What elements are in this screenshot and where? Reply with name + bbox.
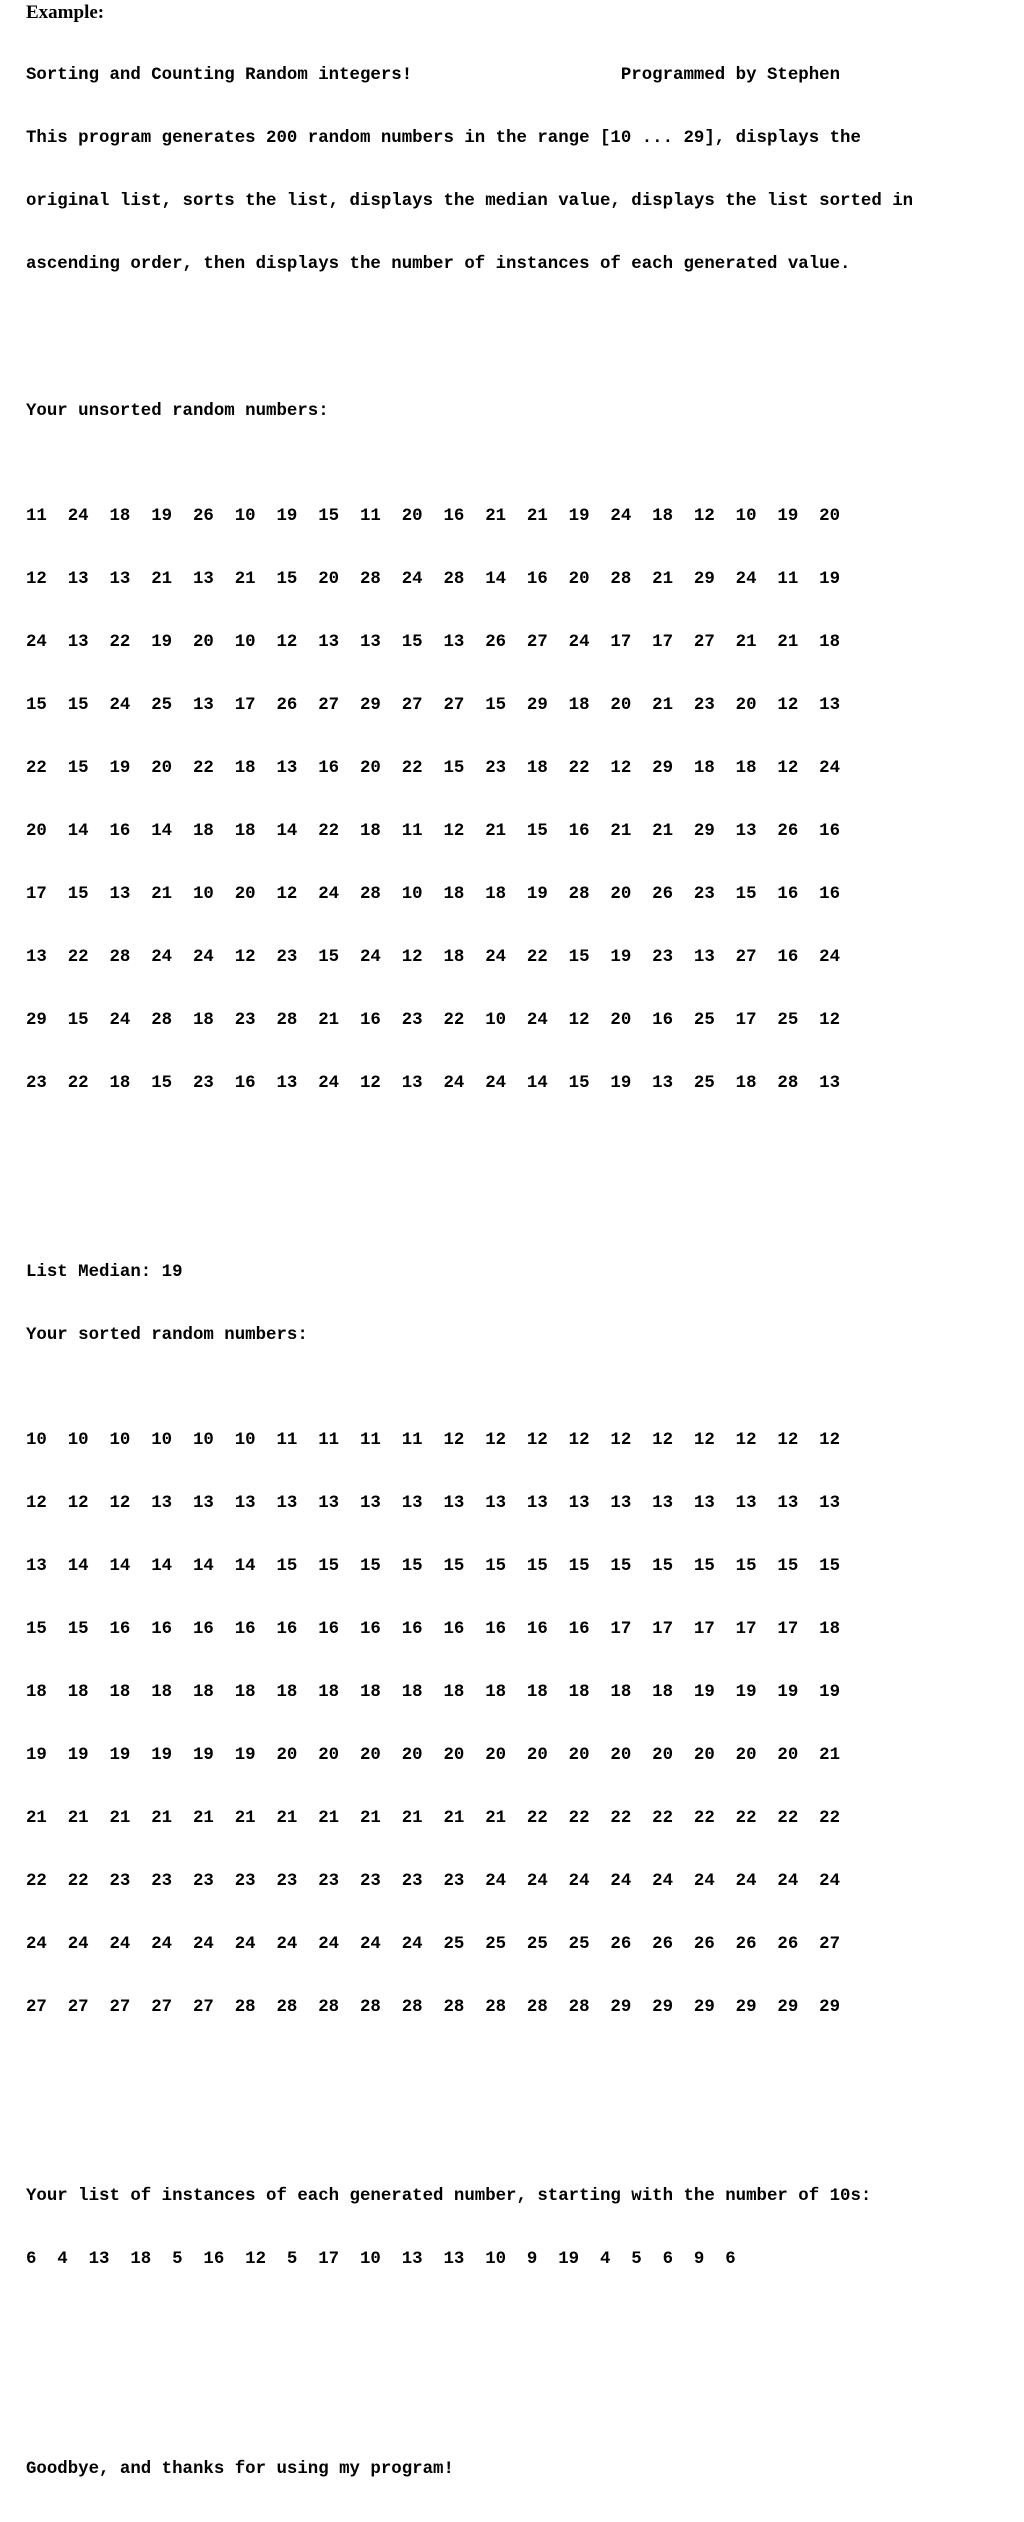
sorted-row: 22 22 23 23 23 23 23 23 23 23 23 24 24 24 24 24 24 24 24 24 [26, 1872, 841, 1891]
unsorted-row: 22 15 19 20 22 18 13 16 20 22 15 23 18 22 12 29 18 18 12 24 [26, 759, 841, 778]
sorted-row: 13 14 14 14 14 14 15 15 15 15 15 15 15 15 15 15 15 15 15 15 [26, 1557, 841, 1576]
unsorted-row: 17 15 13 21 10 20 12 24 28 10 18 18 19 28 20 26 23 15 16 16 [26, 885, 841, 904]
sorted-row: 21 21 21 21 21 21 21 21 21 21 21 21 22 22 22 22 22 22 22 22 [26, 1809, 841, 1828]
console-output [26, 3, 1016, 2522]
blank-line [26, 2375, 1016, 2396]
blank-line [26, 1178, 1016, 1199]
intro-line-3: ascending order, then displays the number of instances of each generated value. [26, 255, 851, 274]
instances-label: Your list of instances of each generated number, starting with the number of 10s: [26, 2187, 872, 2206]
unsorted-row: 13 22 28 24 24 12 23 15 24 12 18 24 22 15 19 23 13 27 16 24 [26, 948, 841, 967]
sorted-row: 10 10 10 10 10 10 11 11 11 11 12 12 12 12 12 12 12 12 12 12 [26, 1431, 841, 1450]
blank-line [26, 2102, 1016, 2123]
goodbye-line: Goodbye, and thanks for using my program! [26, 2460, 454, 2479]
sorted-label: Your sorted random numbers: [26, 1326, 308, 1345]
sorted-row: 18 18 18 18 18 18 18 18 18 18 18 18 18 18 18 18 19 19 19 19 [26, 1683, 841, 1702]
unsorted-label: Your unsorted random numbers: [26, 402, 329, 421]
unsorted-row: 24 13 22 19 20 10 12 13 13 15 13 26 27 24 17 17 27 21 21 18 [26, 633, 841, 652]
unsorted-number-grid [26, 464, 1016, 1136]
sorted-row: 19 19 19 19 19 19 20 20 20 20 20 20 20 20 20 20 20 20 20 21 [26, 1746, 841, 1765]
sorted-row: 12 12 12 13 13 13 13 13 13 13 13 13 13 13 13 13 13 13 13 13 [26, 1494, 841, 1513]
example-heading: Example: [26, 2, 105, 23]
sorted-number-grid [26, 1388, 1016, 2060]
median-line: List Median: 19 [26, 1263, 183, 1282]
instances-line: 6 4 13 18 5 16 12 5 17 10 13 13 10 9 19 4 5 6 9 6 [26, 2250, 736, 2269]
sorted-row: 24 24 24 24 24 24 24 24 24 24 25 25 25 25 26 26 26 26 26 27 [26, 1935, 841, 1954]
title-line: Sorting and Counting Random integers! Programmed by Stephen [26, 66, 841, 85]
unsorted-row: 11 24 18 19 26 10 19 15 11 20 16 21 21 19 24 18 12 10 19 20 [26, 507, 841, 526]
unsorted-row: 12 13 13 21 13 21 15 20 28 24 28 14 16 20 28 21 29 24 11 19 [26, 570, 841, 589]
intro-line-1: This program generates 200 random numbers in the range [10 ... 29], displays the [26, 129, 861, 148]
sorted-row: 27 27 27 27 27 28 28 28 28 28 28 28 28 28 29 29 29 29 29 29 [26, 1998, 841, 2017]
program-output [26, 23, 1016, 2522]
unsorted-row: 29 15 24 28 18 23 28 21 16 23 22 10 24 12 20 16 25 17 25 12 [26, 1011, 841, 1030]
sorted-row: 15 15 16 16 16 16 16 16 16 16 16 16 16 16 17 17 17 17 17 18 [26, 1620, 841, 1639]
blank-line [26, 2312, 1016, 2333]
blank-line [26, 317, 1016, 338]
unsorted-row: 15 15 24 25 13 17 26 27 29 27 27 15 29 18 20 21 23 20 12 13 [26, 696, 841, 715]
intro-line-2: original list, sorts the list, displays the median value, displays the list sorted in [26, 192, 914, 211]
unsorted-row: 20 14 16 14 18 18 14 22 18 11 12 21 15 16 21 21 29 13 26 16 [26, 822, 841, 841]
unsorted-row: 23 22 18 15 23 16 13 24 12 13 24 24 14 15 19 13 25 18 28 13 [26, 1074, 841, 1093]
